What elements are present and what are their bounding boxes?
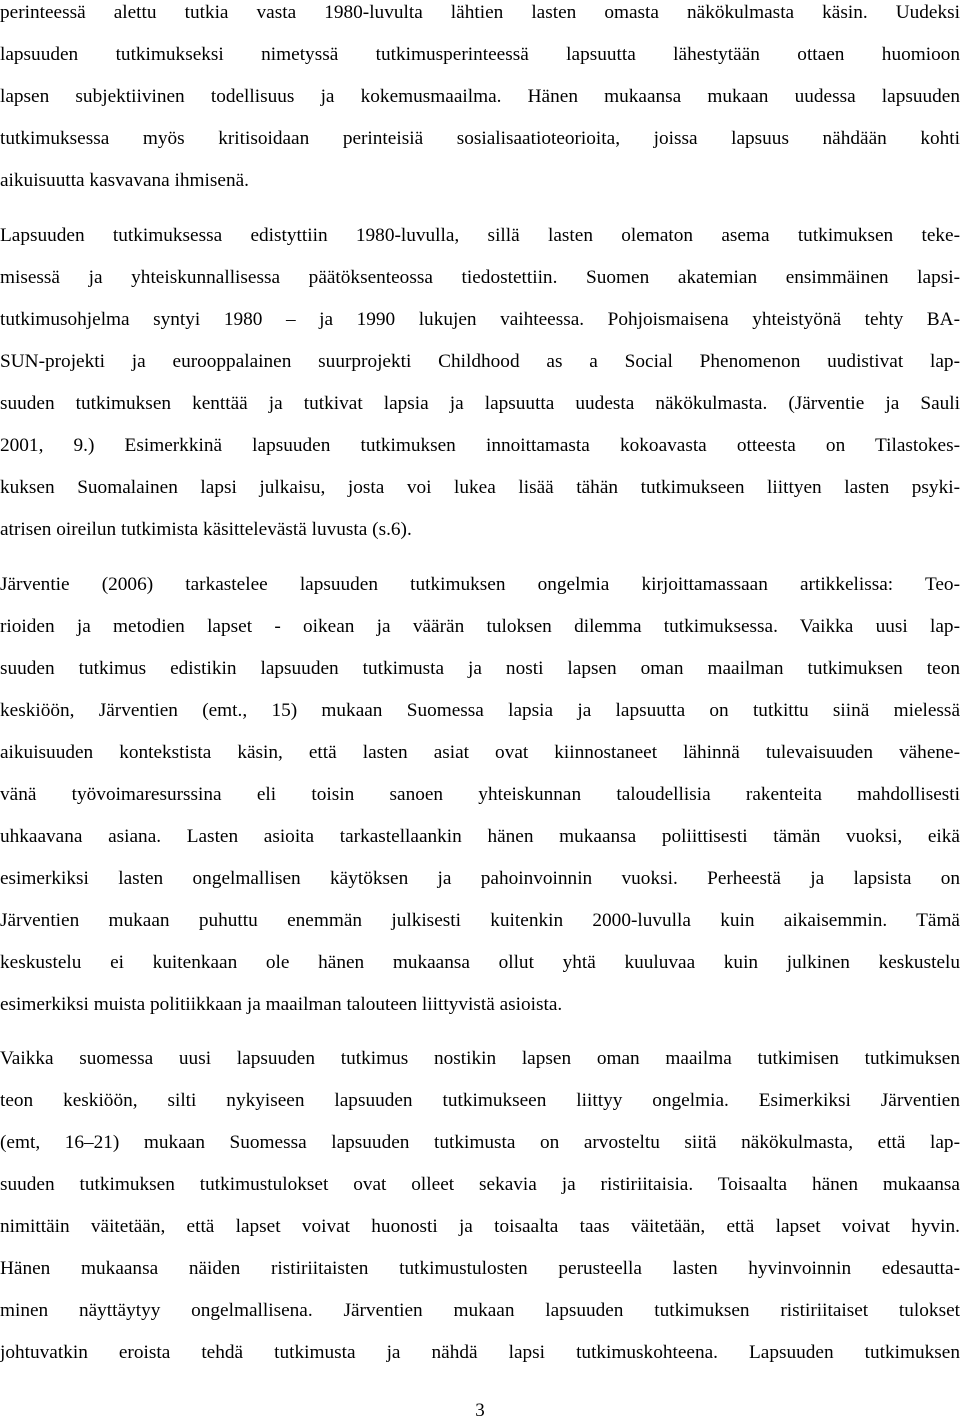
text-line: nimittäin väitetään, että lapset voivat huonosti ja toisaalta taas väitetään, että lapset voivat hyvin.: [0, 1216, 960, 1237]
paragraph: [0, 564, 960, 1026]
text-line: (emt, 16–21) mukaan Suomessa lapsuuden tutkimusta on arvosteltu siitä näkökulmasta, että lap-: [0, 1132, 960, 1153]
paragraph: [0, 0, 960, 202]
text-line: tutkimusohjelma syntyi 1980 – ja 1990 lukujen vaihteessa. Pohjoismaisena yhteistyönä tehty BA-: [0, 309, 960, 330]
text-line: 2001, 9.) Esimerkkinä lapsuuden tutkimuksen innoittamasta kokoavasta otteesta on Tilastokes-: [0, 435, 960, 456]
text-line: Lapsuuden tutkimuksessa edistyttiin 1980-luvulla, sillä lasten olematon asema tutkimuksen teke-: [0, 225, 960, 246]
text-line: suuden tutkimuksen kenttää ja tutkivat lapsia ja lapsuutta uudesta näkökulmasta. (Järventie ja Sauli: [0, 393, 960, 414]
text-line: teon keskiöön, silti nykyiseen lapsuuden tutkimukseen liittyy ongelmia. Esimerkiksi Järventien: [0, 1090, 960, 1111]
text-line: johtuvatkin eroista tehdä tutkimusta ja nähdä lapsi tutkimuskohteena. Lapsuuden tutkimuksen: [0, 1342, 960, 1363]
text-line: tutkimuksessa myös kritisoidaan perinteisiä sosialisaatioteorioita, joissa lapsuus nähdään kohti: [0, 128, 960, 149]
text-line: esimerkiksi lasten ongelmallisen käytöksen ja pahoinvoinnin vuoksi. Perheestä ja lapsista on: [0, 868, 960, 889]
text-line: vänä työvoimaresurssina eli toisin sanoen yhteiskunnan taloudellisia rakenteita mahdollisesti: [0, 784, 960, 805]
text-line: aikuisuuden kontekstista käsin, että lasten asiat ovat kiinnostaneet lähinnä tulevaisuuden vähene-: [0, 742, 960, 763]
text-line: uhkaavana asiana. Lasten asioita tarkastellaankin hänen mukaansa poliittisesti tämän vuoksi, eikä: [0, 826, 960, 847]
text-line: Järventien mukaan puhuttu enemmän julkisesti kuitenkin 2000-luvulla kuin aikaisemmin. Tämä: [0, 910, 960, 931]
text-line: lapsen subjektiivinen todellisuus ja kokemusmaailma. Hänen mukaansa mukaan uudessa lapsuuden: [0, 86, 960, 107]
text-line: lapsuuden tutkimukseksi nimetyssä tutkimusperinteessä lapsuutta lähestytään ottaen huomioon: [0, 44, 960, 65]
text-line: atrisen oireilun tutkimista käsittelevästä luvusta (s.6).: [0, 519, 412, 540]
text-line: Järventie (2006) tarkastelee lapsuuden tutkimuksen ongelmia kirjoittamassaan artikkelissa: Teo-: [0, 574, 960, 595]
paragraph: [0, 1038, 960, 1374]
text-line: Hänen mukaansa näiden ristiriitaisten tutkimustulosten perusteella lasten hyvinvoinnin edesautta-: [0, 1258, 960, 1279]
text-line: aikuisuutta kasvavana ihmisenä.: [0, 170, 249, 191]
text-line: Vaikka suomessa uusi lapsuuden tutkimus nostikin lapsen oman maailma tutkimisen tutkimuksen: [0, 1048, 960, 1069]
text-line: minen näyttäytyy ongelmallisena. Järventien mukaan lapsuuden tutkimuksen ristiriitaiset tulokset: [0, 1300, 960, 1321]
text-line: keskustelu ei kuitenkaan ole hänen mukaansa ollut yhtä kuuluvaa kuin julkinen keskustelu: [0, 952, 960, 973]
text-line: perinteessä alettu tutkia vasta 1980-luvulta lähtien lasten omasta näkökulmasta käsin. Uudeksi: [0, 2, 960, 23]
text-line: kuksen Suomalainen lapsi julkaisu, josta voi lukea lisää tähän tutkimukseen liittyen lasten psyki-: [0, 477, 960, 498]
paragraph: [0, 215, 960, 551]
text-line: suuden tutkimuksen tutkimustulokset ovat olleet sekavia ja ristiriitaisia. Toisaalta hänen mukaansa: [0, 1174, 960, 1195]
text-line: keskiöön, Järventien (emt., 15) mukaan Suomessa lapsia ja lapsuutta on tutkittu siinä mielessä: [0, 700, 960, 721]
text-line: SUN-projekti ja eurooppalainen suurprojekti Childhood as a Social Phenomenon uudistivat lap-: [0, 351, 960, 372]
text-line: esimerkiksi muista politiikkaan ja maailman talouteen liittyvistä asioista.: [0, 994, 563, 1015]
text-line: misessä ja yhteiskunnallisessa päätöksenteossa tiedostettiin. Suomen akatemian ensimmäinen lapsi-: [0, 267, 960, 288]
page-number: 3: [475, 1400, 485, 1421]
text-line: rioiden ja metodien lapset - oikean ja väärän tuloksen dilemma tutkimuksessa. Vaikka uusi lap-: [0, 616, 960, 637]
text-line: suuden tutkimus edistikin lapsuuden tutkimusta ja nosti lapsen oman maailman tutkimuksen teon: [0, 658, 960, 679]
